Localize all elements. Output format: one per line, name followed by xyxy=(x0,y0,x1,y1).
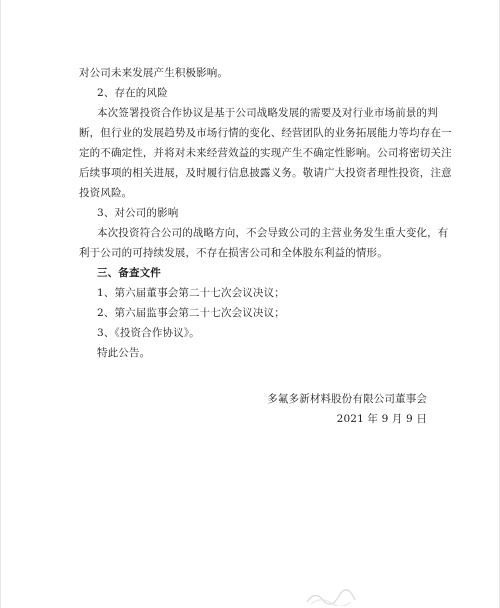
closing-text: 特此公告。 xyxy=(97,347,151,359)
continuation-line: 对公司未来发展产生积极影响。 xyxy=(79,67,229,79)
impact-paragraph-line: 本次投资符合公司的战略方向，不会导致公司的主营业务发生重大变化，有 xyxy=(97,227,449,239)
risk-paragraph-line: 后续事项的相关进展，及时履行信息披露义务。敬请广大投资者理性投资，注意 xyxy=(79,167,452,179)
scan-mark-icon xyxy=(301,586,361,606)
signature-company: 多氟多新材料股份有限公司董事会 xyxy=(267,393,427,405)
reference-file-item: 1、第六届董事会第二十七次会议决议； xyxy=(97,287,285,299)
risk-paragraph-line: 断，但行业的发展趋势及市场行情的变化、经营团队的业务拓展能力等均存在一 xyxy=(79,127,452,139)
signature-date: 2021 年 9 月 9 日 xyxy=(336,413,427,425)
risk-heading: 2、存在的风险 xyxy=(97,87,168,99)
risk-paragraph-line: 本次签署投资合作协议是基于公司战略发展的需要及对行业市场前景的判 xyxy=(97,107,438,119)
reference-file-item: 2、第六届监事会第二十七次会议决议； xyxy=(97,307,285,319)
risk-paragraph-line: 定的不确定性，并将对未来经营效益的实现产生不确定性影响。公司将密切关注 xyxy=(79,147,452,159)
impact-paragraph-line: 利于公司的可持续发展，不存在损害公司和全体股东利益的情形。 xyxy=(79,247,388,259)
impact-heading: 3、对公司的影响 xyxy=(97,207,179,219)
risk-paragraph-line: 投资风险。 xyxy=(79,187,133,199)
section-heading-reference-files: 三、备查文件 xyxy=(97,267,161,279)
reference-file-item: 3、《投资合作协议》。 xyxy=(97,327,200,339)
